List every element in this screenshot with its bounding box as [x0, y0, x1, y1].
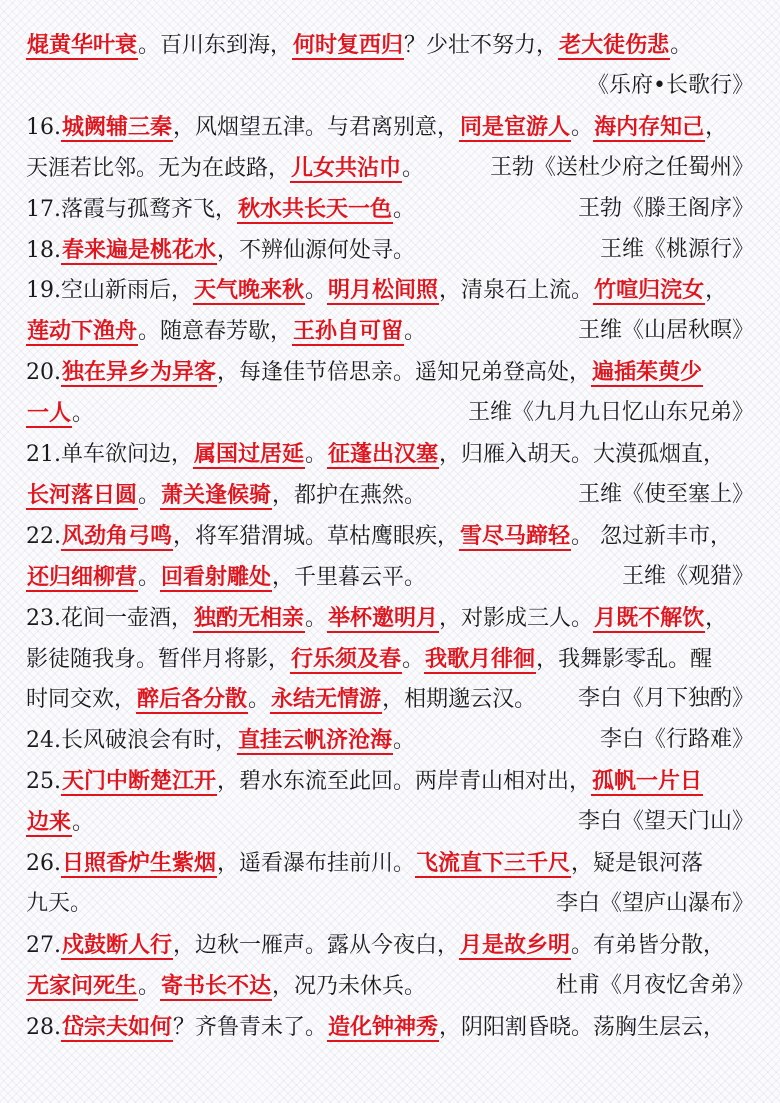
- highlighted-answer: 天门中断楚江开: [62, 768, 217, 795]
- highlighted-answer: 竹喧归浣女: [594, 277, 705, 304]
- poem-text: ，相期邈云汉。: [382, 687, 537, 713]
- poem-text: 。: [402, 646, 425, 672]
- poem-source: 李白《望庐山瀑布》: [555, 890, 754, 916]
- highlighted-answer: 独在异乡为异客: [62, 359, 217, 386]
- poem-text: 18.: [26, 237, 61, 263]
- poem-text: 25.: [26, 769, 61, 795]
- poem-text: 17.落霞与孤鹜齐飞，: [26, 196, 237, 222]
- text-line: [26, 25, 754, 65]
- poem-text: 27.: [26, 932, 61, 958]
- text-line: [26, 434, 754, 474]
- text-line: [26, 598, 754, 638]
- text-line: [26, 843, 754, 883]
- poem-source: 王维《山居秋暝》: [577, 318, 754, 344]
- highlighted-answer: 焜黄华叶衰: [27, 32, 138, 58]
- highlighted-answer: 何时复西归: [293, 32, 404, 58]
- text-line: [26, 393, 754, 433]
- text-line: [26, 720, 754, 760]
- poem-text: 26.: [26, 851, 61, 876]
- poem-text: ，: [705, 278, 728, 304]
- poem-source: 李白《行路难》: [599, 727, 754, 753]
- poem-text: 。 忽过新丰市，: [571, 523, 733, 549]
- highlighted-answer: 永结无情游: [271, 686, 382, 713]
- highlighted-answer: 月是故乡明: [460, 931, 571, 958]
- poem-text: 23.花间一壶酒，: [26, 605, 193, 631]
- highlighted-answer: 征蓬出汉塞: [328, 441, 439, 467]
- poem-text: 。百川东到海，: [138, 33, 293, 58]
- highlighted-answer: 孤帆一片日: [592, 768, 703, 795]
- poem-text: ，清泉石上流。: [439, 278, 594, 304]
- highlighted-answer: 秋水共长天一色: [238, 195, 393, 222]
- highlighted-answer: 雪尽马蹄轻: [460, 522, 571, 549]
- poem-source: 《乐府•长歌行》: [587, 72, 754, 98]
- highlighted-answer: 海内存知己: [594, 113, 705, 140]
- text-line: [26, 884, 754, 924]
- poem-text: 19.空山新雨后，: [26, 278, 193, 304]
- poem-text: 。: [72, 401, 95, 427]
- text-line: [26, 66, 754, 106]
- highlighted-answer: 还归细柳营: [27, 563, 138, 590]
- poem-text: 。随意春芳歇，: [138, 319, 293, 345]
- text-line: [26, 270, 754, 310]
- highlighted-answer: 独酌无相亲: [194, 604, 305, 631]
- poem-text: 。: [393, 196, 416, 222]
- poem-text: ，风烟望五津。与君离别意，: [173, 114, 460, 140]
- text-line: [26, 311, 754, 351]
- highlighted-answer: 一人: [27, 400, 72, 427]
- poem-text: ，疑是银河落: [571, 851, 704, 876]
- highlighted-answer: 春来遍是桃花水: [62, 236, 217, 263]
- poem-text: ，将军猎渭城。草枯鹰眼疾，: [173, 523, 460, 549]
- poem-text: 22.: [26, 523, 61, 549]
- poem-text: 天涯若比邻。无为在歧路，: [26, 155, 291, 181]
- poem-text: 20.: [26, 360, 61, 386]
- poem-text: ，都护在燕然。: [272, 482, 427, 508]
- poem-text: 21.单车欲问边，: [26, 442, 193, 467]
- highlighted-answer: 飞流直下三千尺: [416, 850, 571, 876]
- poem-text: 。: [305, 605, 328, 631]
- poem-source: 王维《使至塞上》: [577, 481, 754, 507]
- highlighted-answer: 天气晚来秋: [194, 277, 305, 304]
- highlighted-answer: 遍插茱萸少: [592, 359, 703, 386]
- highlighted-answer: 明月松间照: [328, 277, 439, 304]
- poem-text: ，况乃未休兵。: [272, 973, 427, 999]
- poem-text: 。: [138, 482, 161, 508]
- poem-source: 王维《观猎》: [621, 563, 754, 589]
- poem-text: 。: [571, 114, 594, 140]
- poem-source: 杜甫《月夜忆舍弟》: [555, 972, 754, 998]
- poem-text: 。: [305, 278, 328, 304]
- poem-text: 。: [248, 687, 271, 713]
- poem-source: 王勃《滕王阁序》: [577, 195, 754, 221]
- text-line: [26, 761, 754, 801]
- poem-text: 。: [402, 155, 425, 181]
- highlighted-answer: 醉后各分散: [137, 686, 248, 713]
- poem-text: ，: [705, 605, 728, 631]
- text-line: [26, 557, 754, 597]
- poem-text: ，我舞影零乱。醒: [536, 646, 713, 672]
- poem-text: 时同交欢，: [26, 687, 137, 713]
- poem-text: 。有弟皆分散，: [571, 932, 726, 958]
- text-line: [26, 189, 754, 229]
- highlighted-answer: 举杯邀明月: [328, 604, 439, 631]
- text-line: [26, 639, 754, 679]
- poem-text: 。: [393, 728, 416, 754]
- poem-text: 。: [404, 319, 427, 345]
- text-line: [26, 516, 754, 556]
- highlighted-answer: 无家问死生: [27, 972, 138, 999]
- poem-text: ，归雁入胡天。大漠孤烟直，: [439, 442, 726, 467]
- text-line: [26, 966, 754, 1006]
- poem-text: 。: [305, 442, 328, 467]
- poem-source: 王维《九月九日忆山东兄弟》: [467, 400, 754, 426]
- highlighted-answer: 日照香炉生紫烟: [62, 850, 217, 876]
- text-line: [26, 679, 754, 719]
- highlighted-answer: 边来: [27, 809, 72, 836]
- highlighted-answer: 戍鼓断人行: [62, 931, 173, 958]
- poem-text: ，每逢佳节倍思亲。遥知兄弟登高处，: [217, 360, 592, 386]
- text-line: [26, 1007, 754, 1047]
- highlighted-answer: 岱宗夫如何: [62, 1013, 173, 1040]
- poem-text: 24.长风破浪会有时，: [26, 728, 237, 754]
- highlighted-answer: 长河落日圆: [27, 481, 138, 508]
- poem-text: ，阴阳割昏晓。荡胸生层云，: [439, 1014, 726, 1040]
- poem-text: 。: [138, 973, 161, 999]
- poem-text: ？少壮不努力，: [404, 33, 559, 58]
- poem-text: 。: [72, 810, 95, 836]
- highlighted-answer: 同是宦游人: [460, 113, 571, 140]
- highlighted-answer: 风劲角弓鸣: [62, 522, 173, 549]
- poem-source: 李白《月下独酌》: [577, 686, 754, 712]
- poem-text: 。: [138, 564, 161, 590]
- poem-source: 王勃《送杜少府之任蜀州》: [489, 154, 754, 180]
- highlighted-answer: 我歌月徘徊: [425, 645, 536, 672]
- poem-source: 李白《望天门山》: [577, 809, 754, 835]
- text-line: [26, 107, 754, 147]
- highlighted-answer: 王孙自可留: [293, 318, 404, 345]
- text-line: [26, 802, 754, 842]
- highlighted-answer: 莲动下渔舟: [27, 318, 138, 345]
- poem-text: ，对影成三人。: [439, 605, 594, 631]
- poem-text: 影徒随我身。暂伴月将影，: [26, 646, 291, 672]
- highlighted-answer: 儿女共沾巾: [291, 154, 402, 181]
- poem-text: ，边秋一雁声。露从今夜白，: [173, 932, 460, 958]
- poem-text: ？齐鲁青未了。: [173, 1014, 328, 1040]
- poem-text: ，遥看瀑布挂前川。: [217, 851, 416, 876]
- text-line: [26, 352, 754, 392]
- poem-text: 。: [670, 33, 693, 58]
- poem-text: ，不辨仙源何处寻。: [217, 237, 416, 263]
- poem-text: 九天。: [26, 890, 93, 916]
- text-line: [26, 230, 754, 270]
- highlighted-answer: 月既不解饮: [594, 604, 705, 631]
- highlighted-answer: 回看射雕处: [161, 563, 272, 590]
- poem-text: 28.: [26, 1014, 61, 1040]
- highlighted-answer: 老大徒伤悲: [559, 32, 670, 58]
- highlighted-answer: 城阙辅三秦: [62, 113, 173, 140]
- poem-text: ，碧水东流至此回。两岸青山相对出，: [217, 769, 592, 795]
- highlighted-answer: 萧关逢候骑: [161, 481, 272, 508]
- text-line: [26, 148, 754, 188]
- poem-text: ，: [705, 114, 728, 140]
- highlighted-answer: 属国过居延: [194, 441, 305, 467]
- poem-text: ，千里暮云平。: [272, 564, 427, 590]
- poem-source: 王维《桃源行》: [599, 236, 754, 262]
- highlighted-answer: 直挂云帆济沧海: [238, 727, 393, 754]
- text-line: [26, 475, 754, 515]
- poem-text: 16.: [26, 114, 61, 140]
- highlighted-answer: 寄书长不达: [161, 972, 272, 999]
- text-line: [26, 925, 754, 965]
- highlighted-answer: 行乐须及春: [291, 645, 402, 672]
- highlighted-answer: 造化钟神秀: [328, 1013, 439, 1040]
